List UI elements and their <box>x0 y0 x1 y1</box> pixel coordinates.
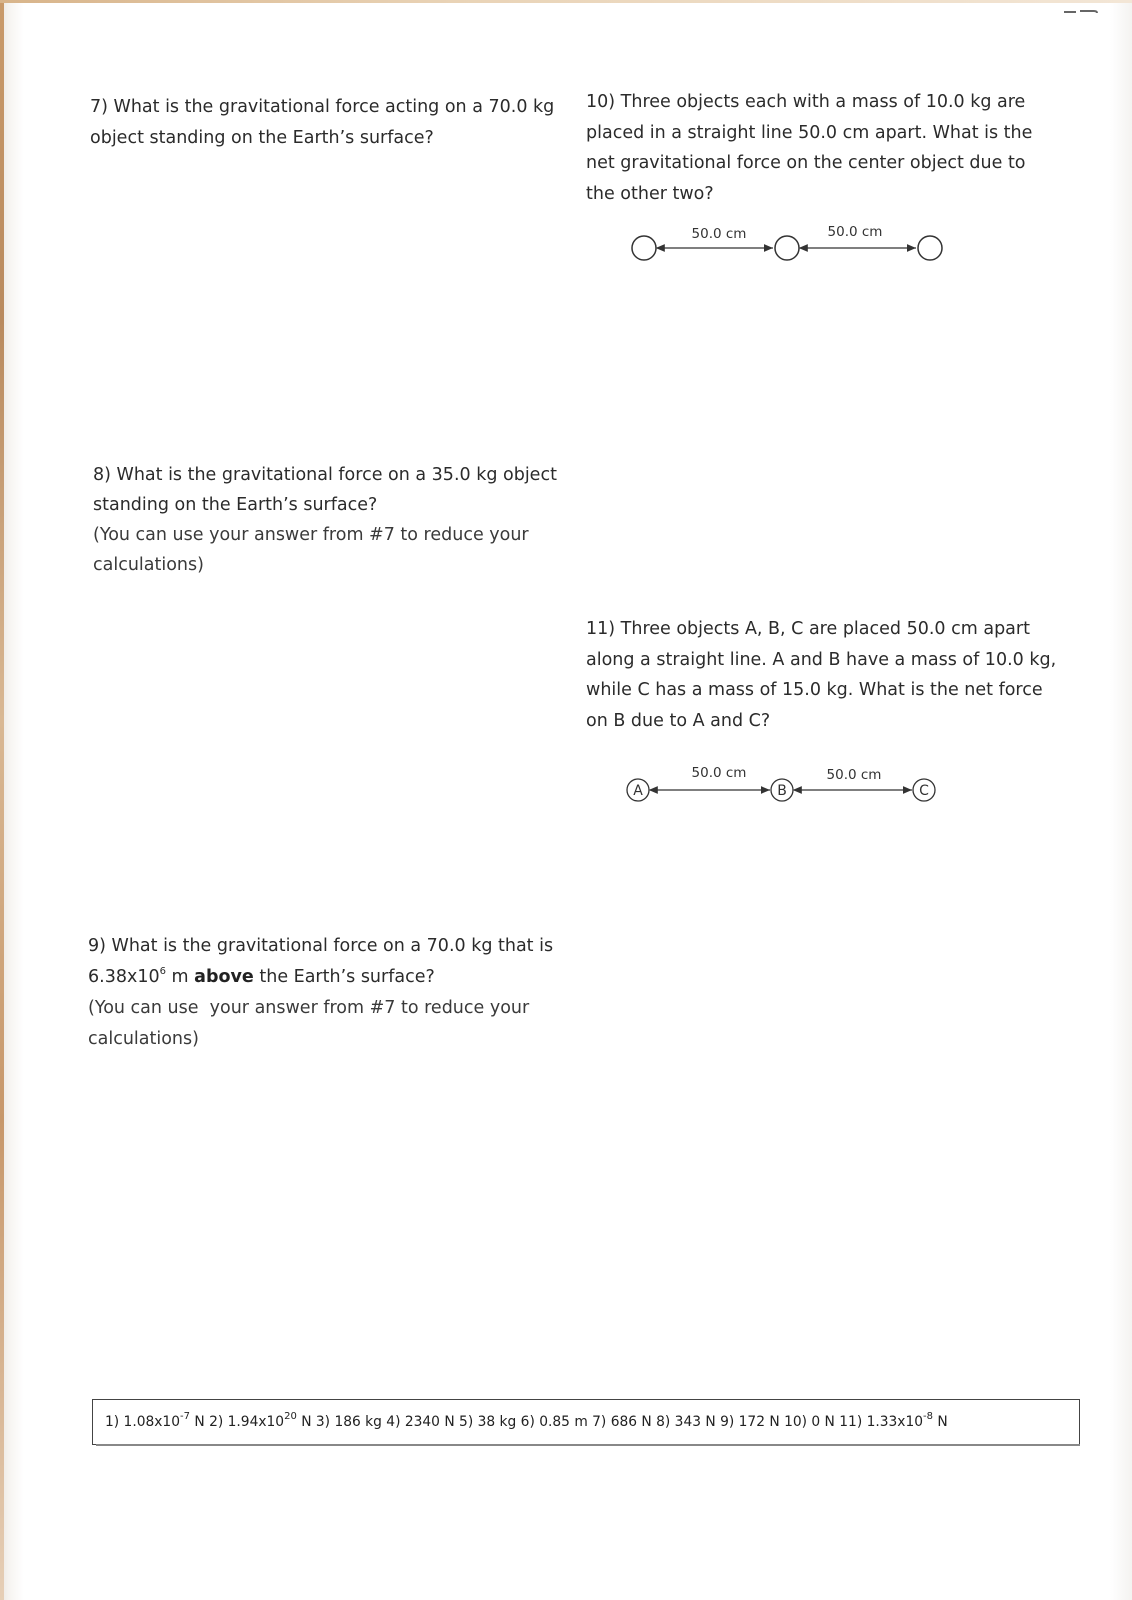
question-9-text: the Earth’s surface? <box>253 967 435 987</box>
question-11 <box>586 614 1056 736</box>
answer-2-exponent: 20 <box>284 1411 297 1423</box>
answer-2-unit: N <box>296 1414 316 1430</box>
question-10 <box>586 87 1032 209</box>
question-9-hint: (You can use your answer from #7 to reduce your <box>88 998 530 1018</box>
answer-key-box <box>92 1399 1080 1445</box>
question-11-line: along a straight line. A and B have a mass of 10.0 kg, <box>586 649 1057 670</box>
question-7 <box>90 92 554 153</box>
object-a-label: A <box>633 783 643 799</box>
question-9-hint: calculations) <box>88 1029 199 1049</box>
question-11-line: 11) Three objects A, B, C are placed 50.0 cm apart <box>586 619 1030 639</box>
answer-key-underline <box>96 1444 1080 1446</box>
distance-label-2: 50.0 cm <box>827 224 883 240</box>
question-9-line <box>88 962 553 993</box>
answer-2: 2) 1.94x10 <box>209 1414 285 1430</box>
distance-label-ab: 50.0 cm <box>691 765 747 781</box>
answer-1-unit: N <box>189 1414 210 1430</box>
question-7-line: object standing on the Earth’s surface? <box>90 127 434 148</box>
question-8-line: standing on the Earth’s surface? <box>93 495 378 515</box>
paper-edge-left <box>0 0 4 1600</box>
question-10-line: placed in a straight line 50.0 cm apart. What is the <box>586 122 1033 143</box>
distance-label-bc: 50.0 cm <box>826 767 882 783</box>
question-10-line: net gravitational force on the center object due to <box>586 153 1026 173</box>
answer-11: 11) 1.33x10 <box>839 1414 924 1430</box>
question-10-line: 10) Three objects each with a mass of 10.0 kg are <box>586 92 1026 112</box>
question-9-line: 9) What is the gravitational force on a 70.0 kg that is <box>88 936 554 956</box>
question-10-diagram <box>620 220 970 270</box>
answer-1: 1) 1.08x10 <box>105 1414 180 1430</box>
answer-11-unit: N <box>933 1414 948 1430</box>
question-9 <box>88 931 553 1055</box>
question-11-diagram <box>625 764 975 808</box>
answer-1-exponent: -7 <box>180 1411 190 1423</box>
object-c-label: C <box>919 783 929 799</box>
question-9-exponent: 6 <box>159 966 166 978</box>
question-11-line: on B due to A and C? <box>586 710 771 731</box>
question-8-line: 8) What is the gravitational force on a 35.0 kg object <box>93 465 557 485</box>
question-9-text: m <box>165 967 195 987</box>
object-2-circle <box>775 236 799 260</box>
question-9-distance: 6.38x10 <box>88 967 160 987</box>
answer-key-text <box>105 1411 948 1430</box>
question-8 <box>93 460 557 580</box>
answer-11-exponent: -8 <box>923 1411 934 1423</box>
object-1-circle <box>632 236 656 260</box>
object-3-circle <box>918 236 942 260</box>
staple-icon <box>1064 9 1098 15</box>
distance-label-1: 50.0 cm <box>691 226 747 242</box>
question-10-line: the other two? <box>586 183 714 204</box>
question-7-line: 7) What is the gravitational force acting on a 70.0 kg <box>90 97 555 117</box>
question-8-hint: calculations) <box>93 555 204 575</box>
question-9-emphasis: above <box>194 967 254 987</box>
question-11-line: while C has a mass of 15.0 kg. What is the net force <box>586 680 1043 700</box>
paper-edge-top <box>0 0 1132 3</box>
question-8-hint: (You can use your answer from #7 to reduce your <box>93 525 529 545</box>
answers-3-to-10: 3) 186 kg 4) 2340 N 5) 38 kg 6) 0.85 m 7) 686 N 8) 343 N 9) 172 N 10) 0 N <box>315 1414 840 1430</box>
object-b-label: B <box>777 783 787 799</box>
